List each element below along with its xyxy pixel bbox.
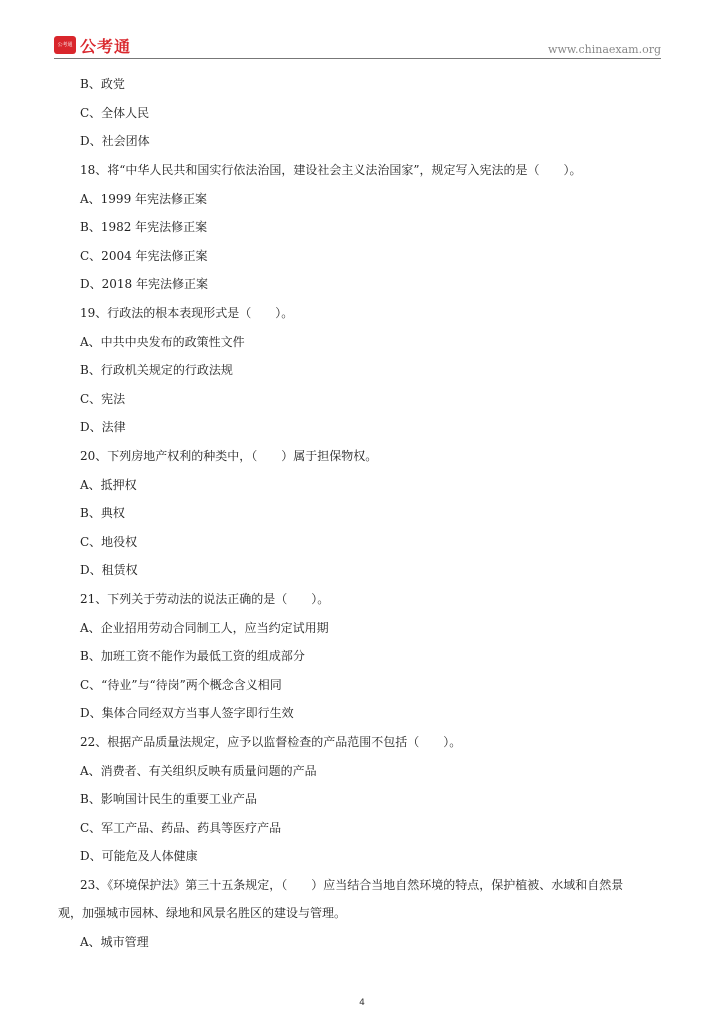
option-line: B、影响国计民生的重要工业产品 xyxy=(80,792,257,806)
site-url: www.chinaexam.org xyxy=(548,43,661,56)
header-divider xyxy=(54,58,661,59)
option-line: C、2004 年宪法修正案 xyxy=(80,249,208,263)
option-line: A、城市管理 xyxy=(80,935,149,949)
question-line: 23、《环境保护法》第三十五条规定，（ ）应当结合当地自然环境的特点，保护植被、水域和自然景 xyxy=(80,878,624,892)
option-line: A、消费者、有关组织反映有质量问题的产品 xyxy=(80,764,317,778)
option-line: B、行政机关规定的行政法规 xyxy=(80,363,233,377)
option-line: B、政党 xyxy=(80,77,125,91)
page-number: 4 xyxy=(359,998,365,1008)
option-line: D、法律 xyxy=(80,420,126,434)
option-line: D、2018 年宪法修正案 xyxy=(80,277,208,291)
logo-text: 公考通 xyxy=(80,36,132,56)
question-line: 20、下列房地产权利的种类中，（ ）属于担保物权。 xyxy=(80,449,378,463)
option-line: B、1982 年宪法修正案 xyxy=(80,220,208,234)
question-line-continued: 观，加强城市园林、绿地和风景名胜区的建设与管理。 xyxy=(58,906,347,920)
option-line: D、可能危及人体健康 xyxy=(80,849,198,863)
option-line: C、地役权 xyxy=(80,535,138,549)
option-line: D、集体合同经双方当事人签字即行生效 xyxy=(80,706,294,720)
option-line: B、加班工资不能作为最低工资的组成部分 xyxy=(80,649,305,663)
option-line: A、抵押权 xyxy=(80,478,137,492)
question-line: 21、下列关于劳动法的说法正确的是（ ）。 xyxy=(80,592,330,606)
question-line: 18、将“中华人民共和国实行依法治国，建设社会主义法治国家”，规定写入宪法的是（ ）。 xyxy=(80,163,582,177)
option-line: C、宪法 xyxy=(80,392,126,406)
logo xyxy=(54,34,131,56)
question-line: 19、行政法的根本表现形式是（ ）。 xyxy=(80,306,294,320)
logo-badge-icon: 公考通 xyxy=(54,36,76,54)
option-line: A、中共中央发布的政策性文件 xyxy=(80,335,245,349)
option-line: A、企业招用劳动合同制工人，应当约定试用期 xyxy=(80,621,329,635)
option-line: C、军工产品、药品、药具等医疗产品 xyxy=(80,821,282,835)
option-line: C、全体人民 xyxy=(80,106,150,120)
page-header xyxy=(0,0,724,62)
question-line: 22、根据产品质量法规定，应予以监督检查的产品范围不包括（ ）。 xyxy=(80,735,462,749)
option-line: B、典权 xyxy=(80,506,125,520)
option-line: D、社会团体 xyxy=(80,134,150,148)
option-line: A、1999 年宪法修正案 xyxy=(80,192,208,206)
option-line: D、租赁权 xyxy=(80,563,138,577)
option-line: C、“待业”与“待岗”两个概念含义相同 xyxy=(80,678,282,692)
